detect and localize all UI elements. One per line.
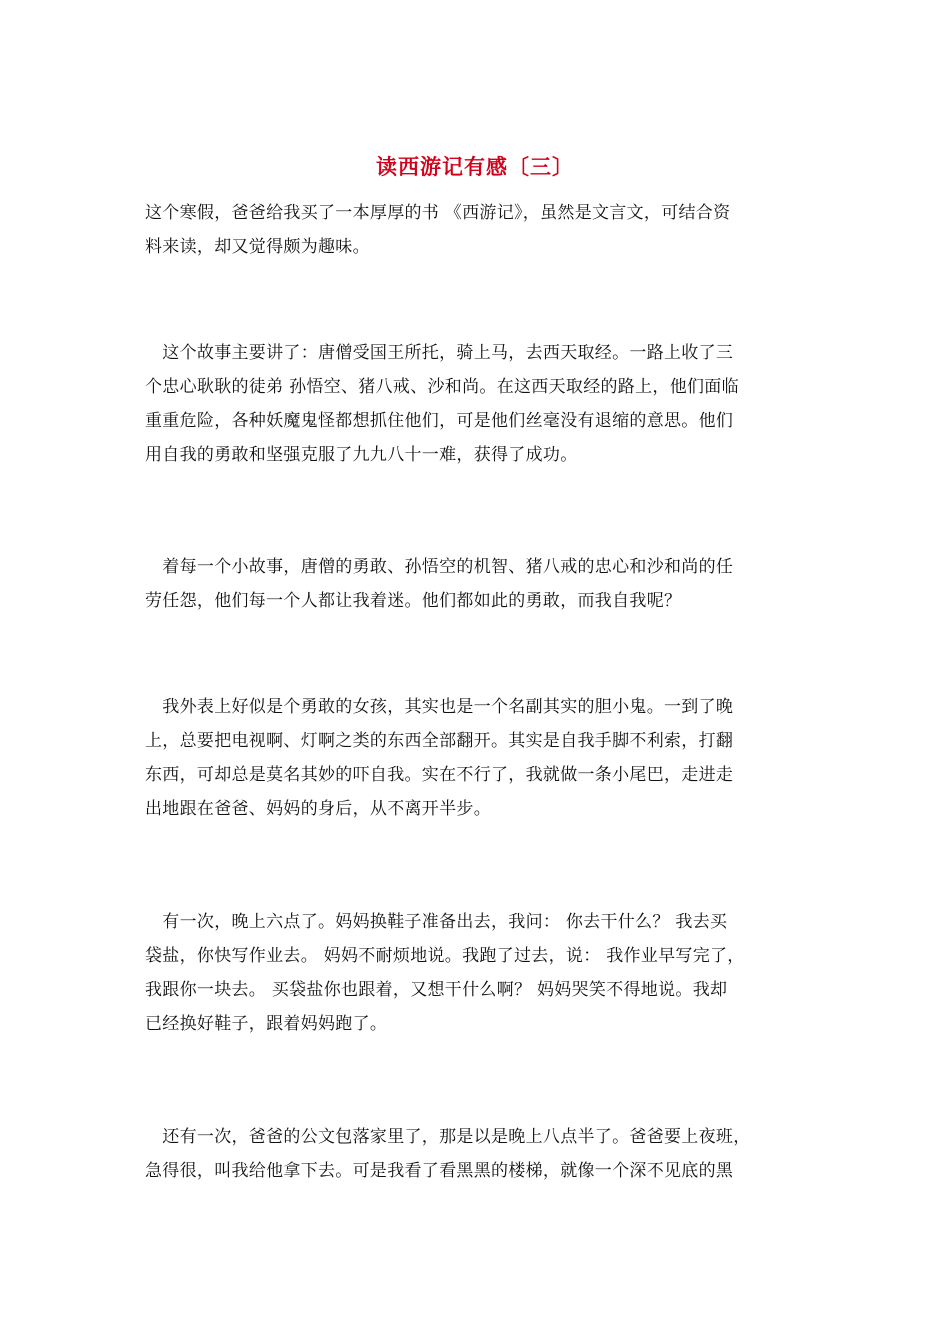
paragraph-line: 我外表上好似是个勇敢的女孩，其实也是一个名副其实的胆小鬼。一到了晚	[145, 697, 734, 717]
paragraph-line: 劳任怨，他们每一个人都让我着迷。他们都如此的勇敢，而我自我呢？	[145, 591, 682, 611]
paragraph-1	[145, 196, 815, 264]
paragraph-line: 已经换好鞋子，跟着妈妈跑了。	[145, 1014, 388, 1034]
paragraph-line: 这个寒假，爸爸给我买了一本厚厚的书 《西游记》，虽然是文言文，可结合资	[145, 203, 731, 223]
paragraph-line: 有一次，晚上六点了。妈妈换鞋子准备出去，我问： 你去干什么？ 我去买	[145, 912, 728, 932]
paragraph-line: 用自我的勇敢和坚强克服了九九八十一难，获得了成功。	[145, 445, 578, 465]
paragraph-line: 个忠心耿耿的徒弟 孙悟空、猪八戒、沙和尚。在这西天取经的路上，他们面临	[145, 377, 739, 397]
paragraph-line: 这个故事主要讲了：唐僧受国王所托，骑上马，去西天取经。一路上收了三	[145, 343, 734, 363]
paragraph-4	[145, 690, 815, 826]
paragraph-line: 袋盐，你快写作业去。 妈妈不耐烦地说。我跑了过去，说： 我作业早写完了，	[145, 946, 745, 966]
paragraph-line: 料来读，却又觉得颇为趣味。	[145, 237, 370, 257]
paragraph-3	[145, 550, 815, 618]
paragraph-line: 着每一个小故事，唐僧的勇敢、孙悟空的机智、猪八戒的忠心和沙和尚的任	[145, 557, 734, 577]
document-title: 读西游记有感〔三〕	[376, 154, 574, 179]
paragraph-6	[145, 1120, 815, 1188]
paragraph-2	[145, 336, 815, 472]
paragraph-line: 我跟你一块去。 买袋盐你也跟着，又想干什么啊？ 妈妈哭笑不得地说。我却	[145, 980, 728, 1000]
paragraph-line: 急得很，叫我给他拿下去。可是我看了看黑黑的楼梯，就像一个深不见底的黑	[145, 1161, 734, 1181]
paragraph-line: 东西，可却总是莫名其妙的吓自我。实在不行了，我就做一条小尾巴，走进走	[145, 765, 734, 785]
paragraph-5	[145, 905, 815, 1041]
paragraph-line: 重重危险，各种妖魔鬼怪都想抓住他们，可是他们丝毫没有退缩的意思。他们	[145, 411, 734, 431]
paragraph-line: 出地跟在爸爸、妈妈的身后，从不离开半步。	[145, 799, 491, 819]
paragraph-line: 上，总要把电视啊、灯啊之类的东西全部翻开。其实是自我手脚不利索，打翻	[145, 731, 734, 751]
paragraph-line: 还有一次，爸爸的公文包落家里了，那是以是晚上八点半了。爸爸要上夜班，	[145, 1127, 751, 1147]
